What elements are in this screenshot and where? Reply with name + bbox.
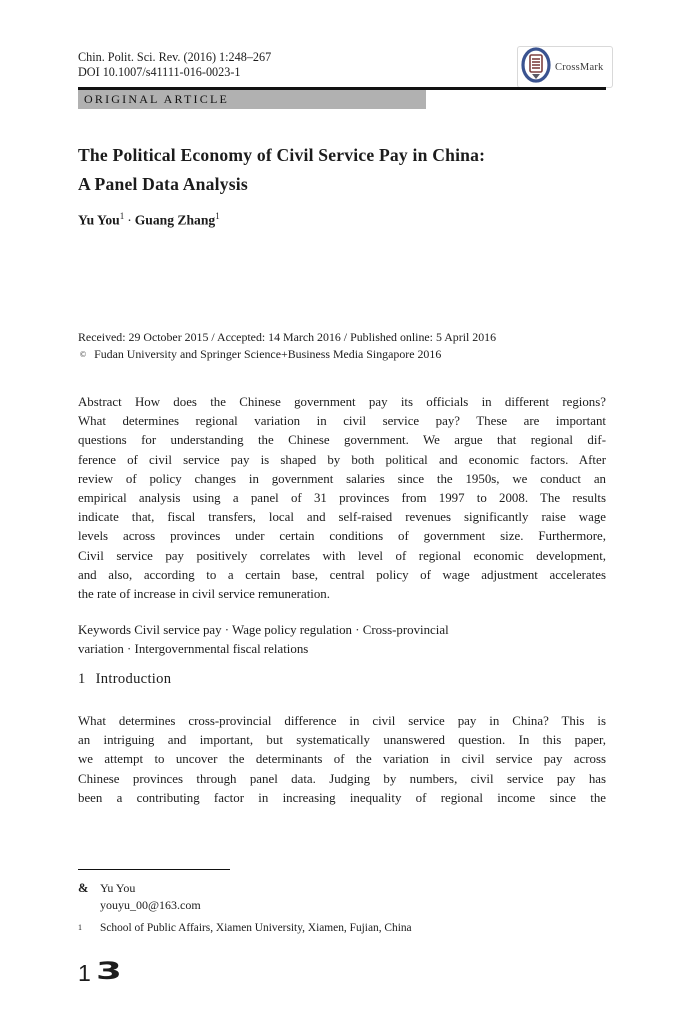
abstract-line: Civil service pay positively correlates with level of regional economic development, — [78, 548, 606, 563]
abstract-line: the rate of increase in civil service remuneration. — [78, 586, 330, 601]
author-1: Yu You — [78, 212, 120, 228]
springer-colophon — [78, 957, 122, 987]
footnote-rule — [78, 869, 230, 870]
crossmark-icon — [521, 47, 551, 88]
article-type-bar — [78, 90, 426, 109]
author-1-affmark: 1 — [119, 211, 125, 221]
affiliation-text: School of Public Affairs, Xiamen University, Xiamen, Fujian, China — [100, 922, 412, 934]
section-1-heading — [78, 671, 171, 688]
intro-line: Chinese provinces through panel data. Judging by numbers, civil service pay has — [78, 771, 606, 786]
title-line-1: The Political Economy of Civil Service Pay in China: — [78, 145, 486, 165]
author-2-affmark: 1 — [215, 211, 220, 221]
abstract-line: review of policy changes in government salaries since the 1950s, we conduct an — [78, 471, 606, 486]
title-line-2: A Panel Data Analysis — [78, 173, 248, 194]
intro-line: an intriguing and important, but systematically unanswered question. In this paper, — [78, 733, 606, 748]
journal-header — [78, 50, 271, 80]
keywords-line-1: Keywords Civil service pay · Wage policy regulation · Cross-provincial — [78, 623, 449, 637]
section-number: 1 — [78, 671, 86, 687]
dates-block — [78, 329, 618, 363]
correspondence-name: Yu You — [100, 881, 136, 895]
copyright-symbol: © — [80, 349, 87, 359]
article-type-label: ORIGINAL ARTICLE — [84, 92, 230, 106]
abstract-line: questions for understanding the Chinese government. We argue that regional dif- — [78, 433, 606, 448]
keywords-line-2: variation · Intergovernmental fiscal relations — [78, 642, 309, 657]
author-line — [78, 211, 220, 229]
abstract-line: levels across provinces under certain conditions of government size. Furthermore, — [78, 529, 606, 544]
author-2: Guang Zhang — [134, 212, 216, 228]
correspondence-icon: & — [78, 881, 89, 895]
journal-citation: Chin. Polit. Sci. Rev. (2016) 1:248–267 — [78, 50, 272, 64]
crossmark-badge[interactable] — [517, 46, 613, 88]
author-separator: · — [127, 212, 132, 228]
correspondence-email[interactable]: youyu_00@163.com — [100, 897, 201, 912]
intro-line: been a contributing factor in increasing inequality of regional income since the — [78, 790, 606, 805]
page-title — [78, 141, 618, 198]
keywords-block — [78, 621, 606, 659]
copyright-line — [78, 346, 618, 364]
doi-line: DOI 10.1007/s41111-016-0023-1 — [78, 65, 241, 79]
crossmark-label: CrossMark — [555, 61, 604, 73]
affiliation-block — [78, 922, 412, 934]
introduction-paragraph — [78, 712, 606, 808]
abstract-line: and also, according to a certain base, central policy of wage adjustment accelerates — [78, 567, 606, 582]
intro-line: What determines cross-provincial difference in civil service pay in China? This is — [78, 714, 606, 728]
abstract-paragraph — [78, 393, 606, 604]
colophon-three: 3 — [95, 957, 122, 985]
abstract-line: What determines regional variation in civil service pay? These are important — [78, 414, 606, 429]
abstract-line: ference of civil service pay is shaped by both political and economic factors. After — [78, 452, 606, 467]
colophon-one: 1 — [78, 960, 91, 986]
copyright-text: Fudan University and Springer Science+Business Media Singapore 2016 — [94, 346, 442, 361]
intro-line: we attempt to uncover the determinants of the variation in civil service pay across — [78, 752, 606, 767]
abstract-line: Abstract How does the Chinese government pay its officials in different regions? — [78, 395, 606, 409]
correspondence-block — [78, 880, 201, 913]
section-title: Introduction — [95, 671, 172, 687]
abstract-line: empirical analysis using a panel of 31 provinces from 1997 to 2008. The results — [78, 490, 606, 505]
abstract-line: indicate that, fiscal transfers, local and self-raised revenues significantly raise wage — [78, 510, 606, 525]
affiliation-marker: 1 — [78, 923, 82, 932]
received-line: Received: 29 October 2015 / Accepted: 14 March 2016 / Published online: 5 April 2016 — [78, 330, 497, 344]
